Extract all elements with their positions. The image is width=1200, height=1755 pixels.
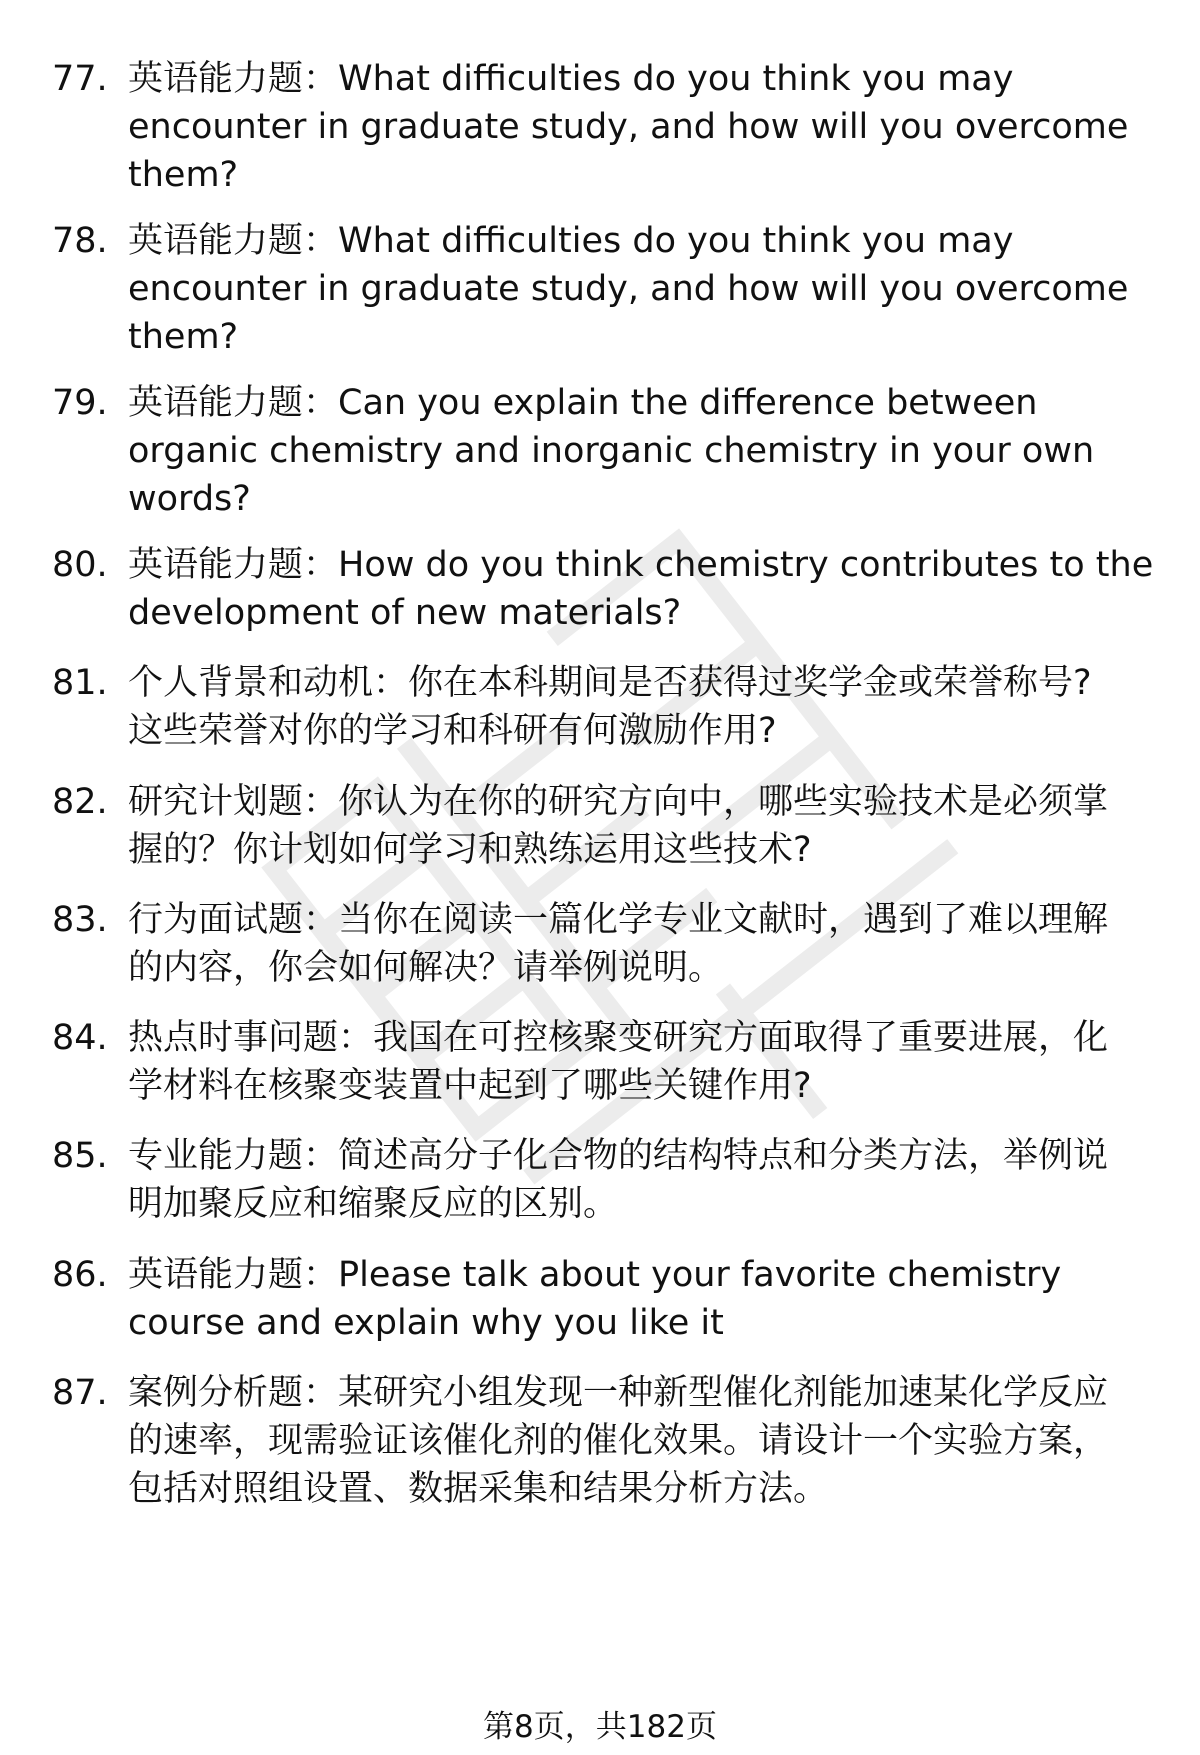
question-number: 86. xyxy=(52,1255,108,1295)
question-line: 英语能力题：How do you think chemistry contributes to the xyxy=(128,545,1154,585)
question-line: 握的？你计划如何学习和熟练运用这些技术? xyxy=(128,830,812,870)
question-number: 77. xyxy=(52,59,108,99)
question-line: 的速率，现需验证该催化剂的催化效果。请设计一个实验方案， xyxy=(128,1421,1109,1461)
question-line: 学材料在核聚变装置中起到了哪些关键作用? xyxy=(128,1066,812,1106)
question-text xyxy=(128,659,1162,755)
question-text xyxy=(128,1251,1162,1347)
question-number: 81. xyxy=(52,663,108,703)
question-text xyxy=(128,1132,1162,1228)
question-line: 这些荣誉对你的学习和科研有何激励作用? xyxy=(128,711,777,751)
question-number: 82. xyxy=(52,782,108,822)
question-number: 79. xyxy=(52,383,108,423)
question-number: 87. xyxy=(52,1373,108,1413)
question-line: encounter in graduate study, and how will you overcome xyxy=(128,107,1129,147)
question-line: them? xyxy=(128,155,239,195)
question-line: encounter in graduate study, and how will you overcome xyxy=(128,269,1129,309)
question-line: 包括对照组设置、数据采集和结果分析方法。 xyxy=(128,1469,829,1509)
question-line: 案例分析题：某研究小组发现一种新型催化剂能加速某化学反应 xyxy=(128,1373,1109,1413)
question-number: 84. xyxy=(52,1018,108,1058)
question-line: 英语能力题：Can you explain the difference between xyxy=(128,383,1038,423)
question-line: 行为面试题：当你在阅读一篇化学专业文献时，遇到了难以理解 xyxy=(128,900,1109,940)
question-line: them? xyxy=(128,317,239,357)
question-line: 的内容，你会如何解决？请举例说明。 xyxy=(128,948,724,988)
question-line: 研究计划题：你认为在你的研究方向中，哪些实验技术是必须掌 xyxy=(128,782,1109,822)
question-line: 英语能力题：Please talk about your favorite chemistry xyxy=(128,1255,1062,1295)
question-number: 83. xyxy=(52,900,108,940)
question-line: 英语能力题：What difficulties do you think you may xyxy=(128,59,1014,99)
page-footer: 第8页，共182页 xyxy=(483,1709,717,1745)
question-text xyxy=(128,55,1162,199)
question-text xyxy=(128,896,1162,992)
question-line: 明加聚反应和缩聚反应的区别。 xyxy=(128,1184,619,1224)
question-number: 80. xyxy=(52,545,108,585)
question-line: course and explain why you like it xyxy=(128,1303,724,1343)
question-number: 78. xyxy=(52,221,108,261)
question-line: 个人背景和动机：你在本科期间是否获得过奖学金或荣誉称号? xyxy=(128,663,1092,703)
question-text xyxy=(128,379,1162,523)
question-text xyxy=(128,1369,1162,1513)
question-text xyxy=(128,541,1162,637)
question-text xyxy=(128,217,1162,361)
question-text xyxy=(128,778,1162,874)
question-line: 英语能力题：What difficulties do you think you may xyxy=(128,221,1014,261)
question-line: words? xyxy=(128,479,251,519)
question-line: 热点时事问题：我国在可控核聚变研究方面取得了重要进展，化 xyxy=(128,1018,1109,1058)
question-number: 85. xyxy=(52,1136,108,1176)
question-line: 专业能力题：简述高分子化合物的结构特点和分类方法，举例说 xyxy=(128,1136,1109,1176)
question-line: development of new materials? xyxy=(128,593,682,633)
question-text xyxy=(128,1014,1162,1110)
question-line: organic chemistry and inorganic chemistry in your own xyxy=(128,431,1095,471)
